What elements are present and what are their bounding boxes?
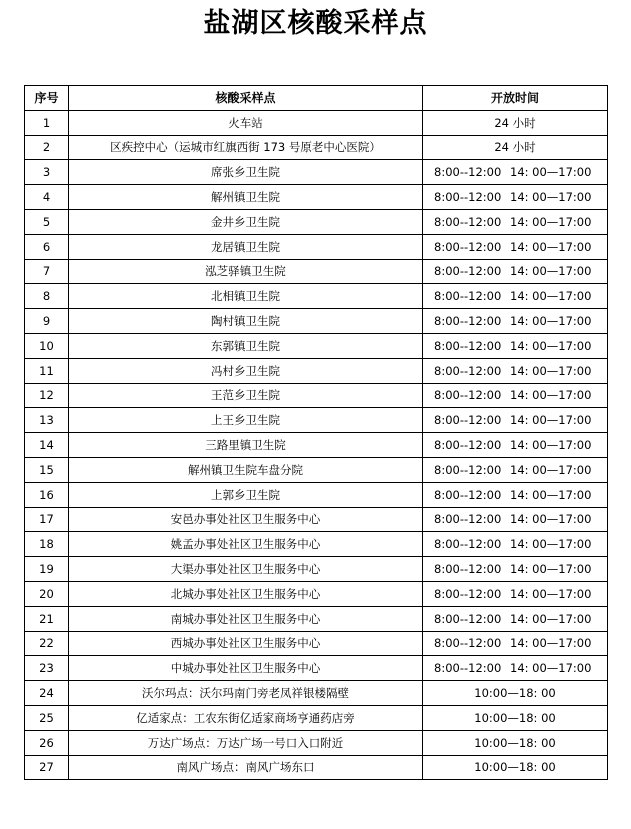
table-row: [25, 457, 608, 482]
afternoon-hours: 14: 00—17:00: [510, 636, 592, 651]
row-site: 南风广场点：南风广场东口: [69, 755, 423, 780]
row-number: 26: [25, 730, 69, 755]
row-site: 三路里镇卫生院: [69, 433, 423, 458]
row-number: 8: [25, 284, 69, 309]
table-row: [25, 160, 608, 185]
table-row: [25, 631, 608, 656]
table-row: [25, 284, 608, 309]
row-open-time: 24 小时: [423, 110, 608, 135]
row-open-time: [423, 333, 608, 358]
row-number: 22: [25, 631, 69, 656]
morning-hours: 8:00--12:00: [434, 487, 502, 502]
morning-hours: 8:00--12:00: [434, 537, 502, 552]
afternoon-hours: 14: 00—17:00: [510, 239, 592, 254]
table-body: [25, 110, 608, 780]
morning-hours: 8:00--12:00: [434, 214, 502, 229]
row-number: 7: [25, 259, 69, 284]
row-open-time: 24 小时: [423, 135, 608, 160]
open-time-split: [423, 314, 607, 328]
row-number: 17: [25, 507, 69, 532]
row-site: 陶村镇卫生院: [69, 309, 423, 334]
row-site: 龙居镇卫生院: [69, 234, 423, 259]
page-title: 盐湖区核酸采样点: [203, 8, 428, 39]
afternoon-hours: 14: 00—17:00: [510, 214, 592, 229]
row-site: 北相镇卫生院: [69, 284, 423, 309]
open-time-split: [423, 240, 607, 254]
row-number: 10: [25, 333, 69, 358]
morning-hours: 8:00--12:00: [434, 314, 502, 329]
afternoon-hours: 14: 00—17:00: [510, 562, 592, 577]
row-number: 6: [25, 234, 69, 259]
open-time-split: [423, 364, 607, 378]
afternoon-hours: 14: 00—17:00: [510, 338, 592, 353]
open-time-split: [423, 463, 607, 477]
row-site: 上郭乡卫生院: [69, 482, 423, 507]
table-row: [25, 482, 608, 507]
row-open-time: 10:00—18: 00: [423, 730, 608, 755]
row-number: 23: [25, 656, 69, 681]
table-header-row: [25, 86, 608, 111]
open-time-split: [423, 413, 607, 427]
morning-hours: 8:00--12:00: [434, 462, 502, 477]
row-number: 18: [25, 532, 69, 557]
row-open-time: [423, 433, 608, 458]
open-time-split: [423, 562, 607, 576]
table-row: [25, 507, 608, 532]
row-site: 火车站: [69, 110, 423, 135]
row-site: 万达广场点：万达广场一号口入口附近: [69, 730, 423, 755]
afternoon-hours: 14: 00—17:00: [510, 165, 592, 180]
row-number: 5: [25, 209, 69, 234]
open-time-split: [423, 388, 607, 402]
row-number: 1: [25, 110, 69, 135]
open-time-split: [423, 512, 607, 526]
row-open-time: [423, 482, 608, 507]
open-time-split: [423, 636, 607, 650]
row-number: 14: [25, 433, 69, 458]
morning-hours: 8:00--12:00: [434, 190, 502, 205]
morning-hours: 8:00--12:00: [434, 413, 502, 428]
table-row: [25, 358, 608, 383]
afternoon-hours: 14: 00—17:00: [510, 388, 592, 403]
table-row: [25, 656, 608, 681]
morning-hours: 8:00--12:00: [434, 562, 502, 577]
row-site: 北城办事处社区卫生服务中心: [69, 581, 423, 606]
row-site: 安邑办事处社区卫生服务中心: [69, 507, 423, 532]
afternoon-hours: 14: 00—17:00: [510, 190, 592, 205]
row-number: 21: [25, 606, 69, 631]
table-row: [25, 110, 608, 135]
row-open-time: [423, 209, 608, 234]
morning-hours: 8:00--12:00: [434, 661, 502, 676]
morning-hours: 8:00--12:00: [434, 239, 502, 254]
morning-hours: 8:00--12:00: [434, 611, 502, 626]
afternoon-hours: 14: 00—17:00: [510, 512, 592, 527]
open-time-split: [423, 264, 607, 278]
afternoon-hours: 14: 00—17:00: [510, 462, 592, 477]
row-open-time: [423, 457, 608, 482]
open-time-split: [423, 661, 607, 675]
row-open-time: [423, 284, 608, 309]
row-number: 3: [25, 160, 69, 185]
table-row: [25, 730, 608, 755]
table-row: [25, 333, 608, 358]
table-row: [25, 606, 608, 631]
table-row: [25, 259, 608, 284]
row-number: 4: [25, 185, 69, 210]
table-row: [25, 408, 608, 433]
header-site: 核酸采样点: [69, 86, 423, 111]
row-site: 中城办事处社区卫生服务中心: [69, 656, 423, 681]
row-open-time: [423, 259, 608, 284]
row-number: 16: [25, 482, 69, 507]
row-open-time: [423, 656, 608, 681]
row-open-time: [423, 309, 608, 334]
row-site: 姚孟办事处社区卫生服务中心: [69, 532, 423, 557]
row-site: 南城办事处社区卫生服务中心: [69, 606, 423, 631]
table-row: [25, 185, 608, 210]
table-row: [25, 755, 608, 780]
table-row: [25, 209, 608, 234]
open-time-split: [423, 612, 607, 626]
table-row: [25, 705, 608, 730]
open-time-split: [423, 438, 607, 452]
table-row: [25, 532, 608, 557]
row-number: 27: [25, 755, 69, 780]
afternoon-hours: 14: 00—17:00: [510, 264, 592, 279]
afternoon-hours: 14: 00—17:00: [510, 487, 592, 502]
morning-hours: 8:00--12:00: [434, 165, 502, 180]
row-open-time: [423, 383, 608, 408]
table-row: [25, 681, 608, 706]
row-open-time: 10:00—18: 00: [423, 681, 608, 706]
morning-hours: 8:00--12:00: [434, 289, 502, 304]
row-site: 泓芝驿镇卫生院: [69, 259, 423, 284]
row-site: 上王乡卫生院: [69, 408, 423, 433]
row-site: 大渠办事处社区卫生服务中心: [69, 557, 423, 582]
row-site: 解州镇卫生院车盘分院: [69, 457, 423, 482]
afternoon-hours: 14: 00—17:00: [510, 611, 592, 626]
row-number: 12: [25, 383, 69, 408]
morning-hours: 8:00--12:00: [434, 264, 502, 279]
morning-hours: 8:00--12:00: [434, 512, 502, 527]
row-open-time: [423, 185, 608, 210]
row-number: 15: [25, 457, 69, 482]
table-row: [25, 309, 608, 334]
row-site: 席张乡卫生院: [69, 160, 423, 185]
afternoon-hours: 14: 00—17:00: [510, 438, 592, 453]
row-site: 东郭镇卫生院: [69, 333, 423, 358]
row-open-time: [423, 408, 608, 433]
row-open-time: [423, 358, 608, 383]
row-open-time: [423, 234, 608, 259]
row-open-time: [423, 631, 608, 656]
row-open-time: 10:00—18: 00: [423, 755, 608, 780]
open-time-split: [423, 587, 607, 601]
afternoon-hours: 14: 00—17:00: [510, 314, 592, 329]
open-time-split: [423, 339, 607, 353]
afternoon-hours: 14: 00—17:00: [510, 661, 592, 676]
table-row: [25, 383, 608, 408]
row-site: 金井乡卫生院: [69, 209, 423, 234]
row-site: 区疾控中心（运城市红旗西街 173 号原老中心医院）: [69, 135, 423, 160]
row-number: 11: [25, 358, 69, 383]
row-open-time: [423, 507, 608, 532]
row-site: 西城办事处社区卫生服务中心: [69, 631, 423, 656]
row-number: 20: [25, 581, 69, 606]
row-number: 25: [25, 705, 69, 730]
open-time-split: [423, 289, 607, 303]
open-time-split: [423, 488, 607, 502]
sampling-sites-table: [24, 85, 608, 780]
morning-hours: 8:00--12:00: [434, 338, 502, 353]
row-open-time: 10:00—18: 00: [423, 705, 608, 730]
table-row: [25, 135, 608, 160]
table-row: [25, 234, 608, 259]
row-number: 2: [25, 135, 69, 160]
row-open-time: [423, 606, 608, 631]
morning-hours: 8:00--12:00: [434, 388, 502, 403]
row-site: 亿适家点：工农东街亿适家商场亨通药店旁: [69, 705, 423, 730]
morning-hours: 8:00--12:00: [434, 363, 502, 378]
open-time-split: [423, 537, 607, 551]
header-time: 开放时间: [423, 86, 608, 111]
afternoon-hours: 14: 00—17:00: [510, 289, 592, 304]
table-row: [25, 557, 608, 582]
open-time-split: [423, 215, 607, 229]
open-time-split: [423, 190, 607, 204]
row-open-time: [423, 160, 608, 185]
table-row: [25, 581, 608, 606]
row-open-time: [423, 557, 608, 582]
morning-hours: 8:00--12:00: [434, 636, 502, 651]
row-number: 24: [25, 681, 69, 706]
afternoon-hours: 14: 00—17:00: [510, 413, 592, 428]
row-number: 13: [25, 408, 69, 433]
row-number: 19: [25, 557, 69, 582]
afternoon-hours: 14: 00—17:00: [510, 586, 592, 601]
morning-hours: 8:00--12:00: [434, 586, 502, 601]
row-number: 9: [25, 309, 69, 334]
row-site: 王范乡卫生院: [69, 383, 423, 408]
afternoon-hours: 14: 00—17:00: [510, 363, 592, 378]
row-site: 沃尔玛点：沃尔玛南门旁老凤祥银楼隔壁: [69, 681, 423, 706]
row-site: 冯村乡卫生院: [69, 358, 423, 383]
table-row: [25, 433, 608, 458]
row-open-time: [423, 581, 608, 606]
afternoon-hours: 14: 00—17:00: [510, 537, 592, 552]
row-site: 解州镇卫生院: [69, 185, 423, 210]
morning-hours: 8:00--12:00: [434, 438, 502, 453]
open-time-split: [423, 165, 607, 179]
header-number: 序号: [25, 86, 69, 111]
row-open-time: [423, 532, 608, 557]
